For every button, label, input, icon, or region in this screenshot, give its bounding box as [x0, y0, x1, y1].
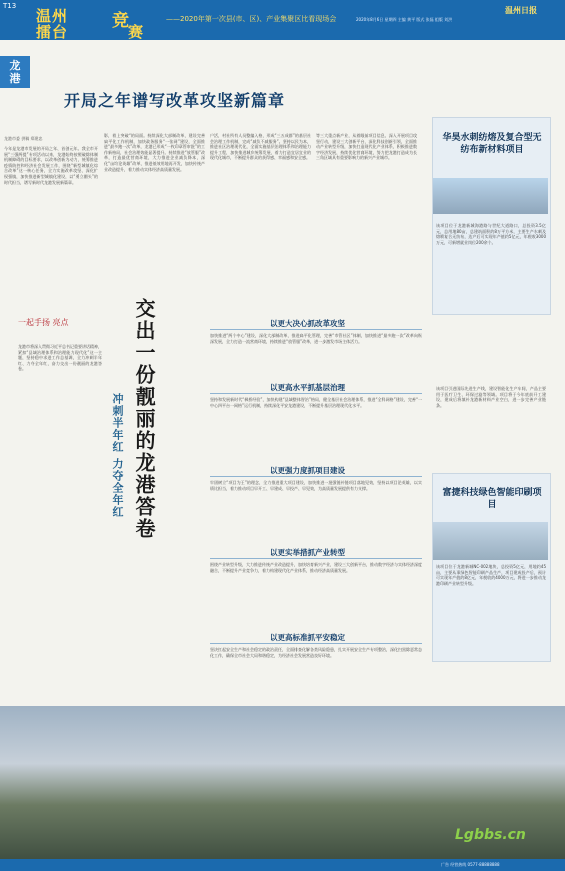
sidebar-title: 龙港 — [9, 59, 21, 85]
article-column-3: 户活，村社所有人员整编入格，形成“三五成群”的基层社会治理工作机制，完成“减负不减服务”。坚持以民为本，推进社区治理现代化，全面实施基层治理体系和治理能力提升工程，加快推进城乡统筹发展，着力打造宜居宜业的现代化城市，不断提升群众的获得感、幸福感和安全感。 — [210, 133, 311, 161]
section-title-4: 以更实举措抓产业转型 — [270, 548, 345, 557]
city-panorama-image — [0, 706, 565, 871]
section-body-3: 牢固树立“项目为王”的理念，全力推进重大项目建设，加快推进一批强链补链项目落地见效，坚持以项目论英雄，以实绩比担当，着力推动项目早开工、早建成、早投产、早见效，为高质量发展提供有力支撑。 — [210, 480, 422, 491]
logo-char-1: 竞 — [112, 11, 129, 31]
lead-paragraph: 今年是龙港市发展的开局之年、首创元年。我全市开展“三强两提”专项活动以来，龙港始终按照破除体制机制障碍的目标要求，以改革创新为动力，统筹推进疫情防控和经济社会发展工作，围绕“新型城镇化综合改革”这一核心任务，全力实施改革攻坚、深化扩权强镇，加快推进新型城镇化建设，以“勇立潮头”的时代担当，谱写新时代龙港发展新篇章。 — [4, 146, 98, 185]
ad-1-title: 华昊水刺纺熔及复合型无纺布新材料项目 — [442, 133, 542, 155]
logo-char-2: 赛 — [128, 23, 144, 41]
section-body-2: 坚持和发展新时代“枫桥经验”，加快构建“县域整体智治”格局，健全基层社会治理体系，推进“全科网格”建设，完善“一中心四平台一网格”运行机制，持续深化平安龙港建设，不断提升基层治理现代化水平。 — [210, 397, 422, 408]
ad-2-right-text: 该项目引进国际先进生产线，建设智能化生产车间，产品主要用于医疗卫生、环保过滤等领域。项目将于今年底前开工建设，建成后将填补龙港新材料产业空白，进一步完善产业链条。 — [436, 386, 546, 408]
section-body-1: 加快推进“两个中心”建设，深化大部制改革，推进扁平化管理，完善“市管社区”体制，加快推进“最多跑一次”改革向纵深发展，全力打造一流营商环境，持续推进“放管服”改革，进一步激发市场主体活力。 — [210, 333, 422, 344]
header-slogan: ——2020年第一次县(市、区)、产业集聚区比看现场会 — [166, 15, 337, 23]
ad-2-title: 富捷科技绿色智能印刷项目 — [442, 488, 542, 510]
feature-vertical-title: 交出一份靓丽的龙港答卷 — [132, 298, 156, 540]
watermark-logo: Lgbbs.cn — [455, 827, 526, 843]
section-divider — [210, 393, 422, 394]
section-title-5: 以更高标准抓平安稳定 — [270, 633, 345, 642]
section-divider — [210, 329, 422, 330]
section-title-1: 以更大决心抓改革攻坚 — [270, 319, 345, 328]
byline: 龙港市委 供稿 郑建忠 — [4, 136, 43, 141]
section-body-5: 坚决扛起安全生产和社会稳定的政治责任，全面排查化解各类风险隐患，扎实开展安全生产专项整治，深化扫黑除恶常态化工作，确保全市社会大局和谐稳定，为经济社会发展营造良好环境。 — [210, 647, 422, 658]
date-line: 2020年8月6日 星期四 主编 黄平 版式 张磊 组版 刘洪 — [356, 17, 453, 22]
section-body-4: 围绕产业转型升级，大力推进传统产业改造提升，加快培育新兴产业，建设三大创新平台，推动数字经济与实体经济深度融合，不断提升产业竞争力，着力构建现代化产业体系，推动经济高质量发展。 — [210, 562, 422, 573]
feature-vertical-subtitle: 冲刺半年红 力夺全年红 — [111, 393, 124, 518]
main-headline: 开局之年谱写改革攻坚新篇章 — [64, 91, 286, 110]
ad-1-text: 该项目位于龙港新城海港路与世纪大道路口，总投资3.5亿元，总用地80亩，总建筑面积约8万平方米，主要生产水刺及熔喷复合无纺布，达产后可实现年产值约5亿元，年税收3000万元，可新增就业岗位200余个。 — [436, 223, 546, 245]
ad-1-image — [433, 178, 548, 214]
page-number: T13 — [3, 2, 17, 10]
section-divider — [210, 476, 422, 477]
ad-2-image — [433, 522, 548, 560]
section-divider — [210, 558, 422, 559]
section-divider — [210, 643, 422, 644]
article-column-4: 等三大重点新产业，从着眼前项目信息、深入开展项目攻坚行动，建设三大创新平台，深化科技创新引领，全面推动产业转型升级，加快打造现代化产业体系，积极推进数字经济发展，持续优化营商环境，努力把龙港打造成为长三角区域具有重要影响力的新兴产业城市。 — [316, 133, 417, 161]
footer-text: 广告 经营热线 0577-88888888 — [441, 862, 500, 867]
masthead: 温州日报 — [505, 6, 537, 15]
section-title-3: 以更强力度抓项目建设 — [270, 466, 345, 475]
logo-text-2: 擂台 — [36, 23, 69, 41]
feature-left-text: 龙港市将深入贯彻习近平总书记重要讲话精神，紧扣“县域治理体系和治理能力现代化”这一主题，坚持稳中求进工作总基调，全力冲刺半年红、力夺全年红，奋力交出一份靓丽的龙港答卷。 — [18, 344, 102, 372]
column-tag: 一起手扬 亮点 — [18, 318, 69, 327]
logo-text-1: 温州 — [36, 7, 69, 25]
article-column-2: 影，着上突破“的局面。持续深化大部制改革，建设完善扁平化工作机制，加快政务服务“一张网”建设，全面推进“最多跑一次”改革，龙港已形成“一枚印章管审批”的工作新格局，社会治理效能显著提升。持续推进“放管服”改革，打造最优营商环境，大力推进企业减负降本，深化“亩均论英雄”改革，推进低效用地再开发，加快传统产业改造提升，着力推动实体经济高质量发展。 — [104, 133, 205, 172]
ad-2-text: 该项目位于龙港新城NC-002地块，总投资5亿元，用地约45亩，主要从事绿色智能印刷产品生产，项目建成投产后，预计可实现年产值约8亿元，年税收约4000万元，将进一步推动龙港印刷产业转型升级。 — [436, 564, 546, 586]
section-title-2: 以更高水平抓基层治理 — [270, 383, 345, 392]
